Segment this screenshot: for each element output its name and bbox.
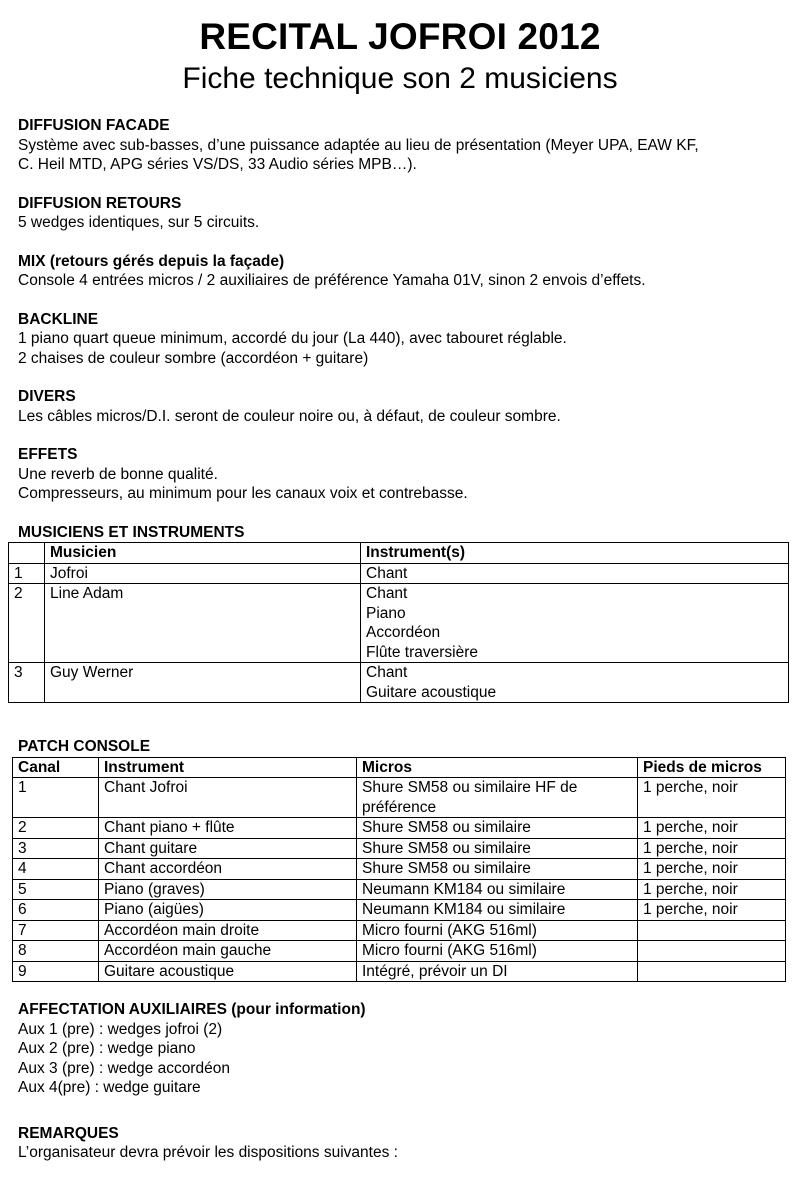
micro-line: Shure SM58 ou similaire (362, 860, 531, 877)
page-title: RECITAL JOFROI 2012 (199, 16, 601, 57)
patch-micros (357, 859, 638, 880)
patch-instrument: Accordéon main gauche (99, 941, 357, 962)
patch-canal: 3 (13, 838, 99, 859)
musicians-table (8, 542, 789, 703)
musician-number: 2 (9, 584, 45, 663)
column-header: Canal (13, 757, 99, 778)
patch-micros (357, 900, 638, 921)
section-text: Aux 2 (pre) : wedge piano (18, 1040, 196, 1057)
section-backline (18, 310, 788, 369)
section-diffusion-facade (18, 116, 788, 175)
instrument-item: Piano (366, 604, 406, 622)
patch-instrument: Chant accordéon (99, 859, 357, 880)
section-heading: MUSICIENS ET INSTRUMENTS (18, 523, 245, 541)
table-row (13, 900, 786, 921)
patch-pied (638, 941, 786, 962)
patch-instrument: Guitare acoustique (99, 961, 357, 982)
table-row (13, 879, 786, 900)
patch-pied: 1 perche, noir (638, 818, 786, 839)
patch-micros (357, 838, 638, 859)
patch-pied (638, 961, 786, 982)
patch-pied: 1 perche, noir (638, 900, 786, 921)
section-text: 2 chaises de couleur sombre (accordéon + guitare) (18, 349, 369, 367)
patch-instrument: Accordéon main droite (99, 920, 357, 941)
section-diffusion-retours (18, 194, 788, 233)
patch-pied: 1 perche, noir (638, 859, 786, 880)
document-body (14, 116, 788, 1182)
column-header: Instrument (99, 757, 357, 778)
section-text: L’organisateur devra prévoir les dispositions suivantes : (18, 1144, 398, 1161)
instrument-item: Chant (366, 585, 408, 602)
patch-pied: 1 perche, noir (638, 879, 786, 900)
instrument-item: Flûte traversière (366, 643, 478, 661)
table-row (9, 663, 789, 703)
instrument-item: Chant (366, 564, 408, 582)
patch-micros (357, 879, 638, 900)
instrument-item: Chant (366, 664, 408, 681)
patch-pied (638, 920, 786, 941)
column-header: Micros (357, 757, 638, 778)
column-header: Pieds de micros (638, 757, 786, 778)
patch-canal: 2 (13, 818, 99, 839)
instrument-item: Accordéon (366, 624, 441, 641)
section-auxiliaires (18, 1000, 788, 1098)
patch-pied: 1 perche, noir (638, 778, 786, 818)
patch-canal: 5 (13, 879, 99, 900)
section-text: Aux 3 (pre) : wedge accordéon (18, 1059, 230, 1077)
section-mix (18, 252, 788, 291)
section-heading: DIFFUSION FACADE (18, 117, 170, 134)
instrument-item: Guitare acoustique (366, 683, 497, 701)
patch-micros (357, 778, 638, 818)
patch-micros (357, 818, 638, 839)
section-text: 5 wedges identiques, sur 5 circuits. (18, 214, 260, 231)
patch-section (18, 737, 788, 982)
patch-pied: 1 perche, noir (638, 838, 786, 859)
micro-line: Shure SM58 ou similaire (362, 819, 531, 836)
section-heading: DIFFUSION RETOURS (18, 194, 182, 212)
micro-line: préférence (362, 798, 437, 816)
table-row (13, 920, 786, 941)
section-heading: AFFECTATION AUXILIAIRES (pour information) (18, 1001, 366, 1018)
micro-line: Micro fourni (AKG 516ml) (362, 921, 537, 939)
musicians-section (14, 523, 788, 704)
table-row (13, 778, 786, 818)
section-text: Système avec sub-basses, d’une puissance adaptée au lieu de présentation (Meyer UPA, EAW KF, (18, 136, 699, 154)
section-heading: BACKLINE (18, 310, 99, 328)
section-effets (18, 445, 788, 504)
table-row (13, 818, 786, 839)
patch-canal: 4 (13, 859, 99, 880)
musician-number: 1 (9, 563, 45, 584)
table-row (9, 563, 789, 584)
patch-canal: 1 (13, 778, 99, 818)
musician-name: Jofroi (45, 563, 361, 584)
patch-instrument: Piano (graves) (99, 879, 357, 900)
musician-name: Line Adam (45, 584, 361, 663)
patch-instrument: Chant piano + flûte (99, 818, 357, 839)
micro-line: Shure SM58 ou similaire HF de (362, 779, 578, 796)
page-subtitle: Fiche technique son 2 musiciens (182, 62, 618, 95)
patch-canal: 9 (13, 961, 99, 982)
section-text: Les câbles micros/D.I. seront de couleur noire ou, à défaut, de couleur sombre. (18, 407, 561, 425)
section-remarques (18, 1124, 788, 1163)
section-divers (18, 387, 788, 426)
patch-micros (357, 941, 638, 962)
section-text: Aux 1 (pre) : wedges jofroi (2) (18, 1020, 223, 1038)
section-heading: MIX (retours gérés depuis la façade) (18, 252, 285, 270)
section-text: 1 piano quart queue minimum, accordé du jour (La 440), avec tabouret réglable. (18, 330, 567, 347)
table-header-row (9, 543, 789, 564)
musician-instruments (361, 584, 789, 663)
table-row (13, 941, 786, 962)
patch-canal: 8 (13, 941, 99, 962)
micro-line: Neumann KM184 ou similaire (362, 901, 566, 918)
section-heading: DIVERS (18, 388, 76, 405)
section-text: Console 4 entrées micros / 2 auxiliaires de préférence Yamaha 01V, sinon 2 envois d’effets. (18, 272, 646, 289)
section-heading: REMARQUES (18, 1124, 119, 1142)
section-text: Aux 4(pre) : wedge guitare (18, 1079, 201, 1096)
micro-line: Neumann KM184 ou similaire (362, 880, 566, 898)
section-text: C. Heil MTD, APG séries VS/DS, 33 Audio séries MPB…). (18, 156, 417, 173)
musician-instruments (361, 563, 789, 584)
column-header: Musicien (45, 543, 361, 564)
musician-name: Guy Werner (45, 663, 361, 703)
table-row (13, 838, 786, 859)
micro-line: Micro fourni (AKG 516ml) (362, 942, 537, 959)
patch-instrument: Piano (aigües) (99, 900, 357, 921)
musician-instruments (361, 663, 789, 703)
patch-instrument: Chant guitare (99, 838, 357, 859)
patch-canal: 6 (13, 900, 99, 921)
table-header-row (13, 757, 786, 778)
table-row (9, 584, 789, 663)
section-heading: EFFETS (18, 446, 78, 463)
section-heading: PATCH CONSOLE (18, 738, 151, 755)
section-text: Une reverb de bonne qualité. (18, 465, 218, 483)
patch-table (12, 757, 786, 983)
table-row (13, 961, 786, 982)
patch-micros (357, 920, 638, 941)
column-header (9, 543, 45, 564)
micro-line: Shure SM58 ou similaire (362, 839, 531, 857)
section-text: Compresseurs, au minimum pour les canaux voix et contrebasse. (18, 485, 468, 502)
patch-instrument: Chant Jofroi (99, 778, 357, 818)
micro-line: Intégré, prévoir un DI (362, 962, 508, 980)
column-header: Instrument(s) (361, 543, 789, 564)
patch-canal: 7 (13, 920, 99, 941)
table-row (13, 859, 786, 880)
patch-micros (357, 961, 638, 982)
musician-number: 3 (9, 663, 45, 703)
